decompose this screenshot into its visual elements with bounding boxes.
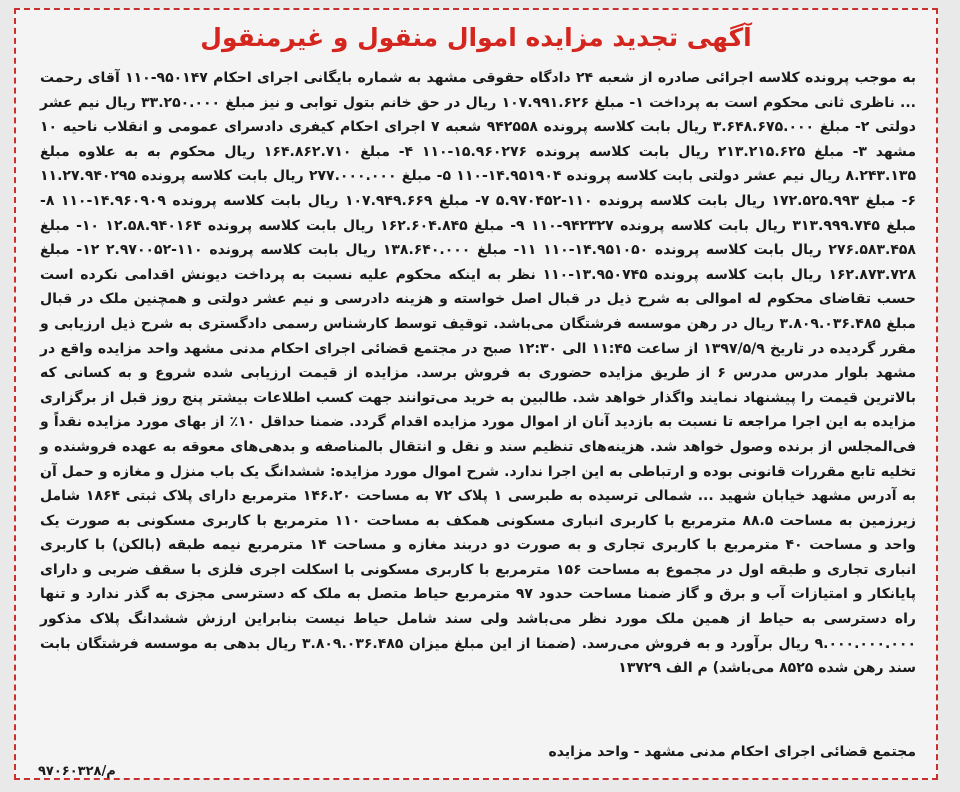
notice-title: آگهی تجدید مزایده اموال منقول و غیرمنقول [200,23,752,52]
reference-code: ۹۷۰۶۰۳۲۸/م [38,764,116,779]
notice-body: به موجب پرونده کلاسه اجرائی صادره از شعبه ۲۴ دادگاه حقوقی مشهد به شماره بایگانی اجرای احکام ۹۵۰۱۴۷-۱۱۰ آقای رحمت ... ناظری ثانی محکوم است به پرداخت ۱- مبلغ ۱۰۷.۹۹۱.۶۲۶ ریال در حق خانم بتول توابی و نیز مبلغ ۳۳.۲۵۰.۰۰۰ ریال نیم عشر دولتی ۲- مبلغ ۳.۶۴۸.۶۷۵.۰۰۰ ریال بابت کلاسه پرونده ۹۴۲۵۵۸ شعبه ۷ اجرای احکام کیفری دادسرای عمومی و انقلاب ناحیه ۱۰ مشهد ۳- مبلغ ۲۱۳.۲۱۵.۶۲۵ ریال بابت کلاسه پرونده ۱۵.۹۶۰۲۷۶-۱۱۰ ۴- مبلغ ۱۶۴.۸۶۲.۷۱۰ ریال محکوم به به علاوه مبلغ ۸.۲۴۳.۱۳۵ ریال نیم عشر دولتی بابت کلاسه پرونده ۱۴.۹۵۱۹۰۴-۱۱۰ ۵- مبلغ ۲۷۷.۰۰۰.۰۰۰ ریال بابت کلاسه پرونده ۱۱.۲۷.۹۴۰۲۹۵ ۶- مبلغ ۱۷۲.۵۲۵.۹۹۳ ریال بابت کلاسه پرونده ۱۱۰-۵.۹۷۰۴۵۲ ۷- مبلغ ۱۰۷.۹۴۹.۶۶۹ ریال بابت کلاسه پرونده ۱۴.۹۶۰۹۰۹-۱۱۰ ۸- مبلغ ۳۱۳.۹۹۹.۷۴۵ ریال بابت کلاسه پرونده ۹۴۲۳۲۷-۱۱۰ ۹- مبلغ ۱۶۲.۶۰۴.۸۴۵ ریال بابت کلاسه پرونده ۱۲.۵۸.۹۴۰۱۶۴ ۱۰- مبلغ ۲۷۶.۵۸۳.۴۵۸ ریال بابت کلاسه پرونده ۱۴.۹۵۱۰۵۰-۱۱۰ ۱۱- مبلغ ۱۳۸.۶۴۰.۰۰۰ ریال بابت کلاسه پرونده ۱۱۰-۲.۹۷۰۰۵۲ ۱۲- مبلغ ۱۶۲.۸۷۳.۷۲۸ ریال بابت کلاسه پرونده ۱۳.۹۵۰۷۴۵-۱۱۰ نظر به اینکه محکوم علیه نسبت به پرداخت دیونش اقدامی نکرده است حسب تقاضای محکوم له اموالی به شرح ذیل در قبال اصل خواسته و هزینه دادرسی و نیم عشر دولتی و همچنین ملک در قبال مبلغ ۳.۸۰۹.۰۳۶.۴۸۵ ریال در رهن موسسه فرشتگان می‌باشد. توقیف توسط کارشناس رسمی دادگستری به شرح ذیل ارزیابی و مقرر گردیده در تاریخ ۱۳۹۷/۵/۹ از ساعت ۱۱:۴۵ الی ۱۲:۳۰ صبح در مجتمع قضائی اجرای احکام مدنی مشهد واحد مزایده واقع در مشهد بلوار مدرس مدرس ۶ از طریق مزایده حضوری به فروش برسد. مزایده از قیمت ارزیابی شده شروع و به کسانی که بالاترین قیمت را پیشنهاد نمایند واگذار خواهد شد. طالبین به خرید می‌توانند جهت کسب اطلاعات بیشتر پنج روز قبل از برگزاری مزایده به این اجرا مراجعه تا نسبت به بازدید آنان از اموال مورد مزایده اقدام گردد. ضمنا حداقل ۱۰٪ از بهای مورد مزایده نقداً و فی‌المجلس از برنده وصول خواهد شد. هزینه‌های تنظیم سند و نقل و انتقال بالمناصفه و بدهی‌های معوقه به عهده فروشنده و تخلیه تابع مقررات قانونی بوده و ارتباطی به این اجرا ندارد. شرح اموال مورد مزایده: ششدانگ یک باب منزل و مغازه و حمل آن به آدرس مشهد خیابان شهید ... شمالی ترسیده به طبرسی ۱ پلاک ۷۲ به مساحت ۱۴۶.۲۰ مترمربع دارای پلاک ثبتی ۱۸۶۴ شامل زیرزمین به مساحت ۸۸.۵ مترمربع با کاربری انباری مسکونی همکف به مساحت ۱۱۰ مترمربع با کاربری مسکونی به صورت یک واحد و مساحت ۴۰ مترمربع با کاربری تجاری و به صورت دو دربند مغازه و مساحت ۱۴ مترمربع نیمه طبقه (بالکن) با کاربری انباری تجاری و طبقه اول در مجموع به مساحت ۱۵۶ مترمربع با کاربری مسکونی با اسکلت اجری فلزی با سقف ضربی و دارای پایانکار و امتیازات آب و برق و گاز ضمنا مساحت حدود ۹۷ مترمربع حیاط متصل به ملک که دسترسی مجزی به گذر ندارد و تنها راه دسترسی به حیاط از همین ملک مورد نظر می‌باشد ولی سند شامل حیاط نیست بنابراین ارزش ششدانگ پلاک مذکور ۹.۰۰۰.۰۰۰.۰۰۰ ریال برآورد و به فروش می‌رسد. (ضمنا از این مبلغ میزان ۳.۸۰۹.۰۳۶.۴۸۵ ریال بدهی به موسسه فرشتگان بابت سند رهن شده ۸۵۲۵ می‌باشد) م الف ۱۳۷۲۹ [40,70,917,677]
notice-footer [40,740,916,764]
notice-frame [14,8,938,780]
issuer-line: مجتمع قضائی اجرای احکام مدنی مشهد - واحد مزایده [548,744,916,760]
